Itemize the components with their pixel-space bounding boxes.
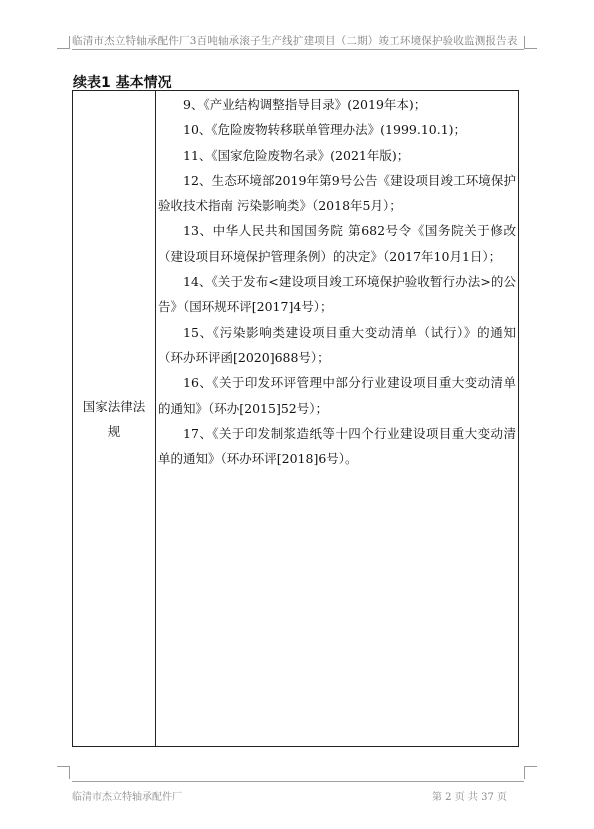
regulation-item: 14、《关于发布<建设项目竣工环境保护验收暂行办法>的公告》（国环规环评[2017]4号）； <box>158 274 516 315</box>
row-label: 国家法律法规 <box>82 398 146 439</box>
page-number: 第 2 页 共 37 页 <box>432 792 507 803</box>
corner-mark-bottom-right <box>524 766 537 779</box>
regulation-item: 13、中华人民共和国国务院 第682号令《国务院关于修改（建设项目环境保护管理条例）的决定》（2017年10月1日）； <box>158 223 516 264</box>
regulation-item: 17、《关于印发制浆造纸等十四个行业建设项目重大变动清单的通知》（环办环评[2018]6号）。 <box>158 425 516 467</box>
section-title: 续表1 基本情况 <box>73 75 172 91</box>
footer-divider <box>72 781 524 782</box>
regulation-item: 11、《国家危险废物名录》(2021年版)； <box>183 147 410 163</box>
header-divider <box>72 49 524 50</box>
row-label-cell <box>73 91 155 746</box>
corner-mark-bottom-left <box>57 766 70 779</box>
footer-company: 临清市杰立特轴承配件厂 <box>72 792 182 803</box>
regulation-item: 10、《危险废物转移联单管理办法》(1999.10.1)； <box>183 122 467 138</box>
basic-info-table <box>72 90 519 747</box>
corner-mark-top-right <box>524 36 537 49</box>
regulation-item: 16、《关于印发环评管理中部分行业建设项目重大变动清单的通知》（环办[2015]52号）； <box>158 375 516 416</box>
regulation-item: 9、《产业结构调整指导目录》(2019年本)； <box>183 97 427 112</box>
regulation-item: 15、《污染影响类建设项目重大变动清单（试行）》的通知（环办环评函[2020]688号）； <box>158 324 516 365</box>
regulation-item: 12、生态环境部2019年第9号公告《建设项目竣工环境保护验收技术指南 污染影响类》（2018年5月）； <box>158 172 516 214</box>
column-divider <box>155 91 156 746</box>
corner-mark-top-left <box>57 36 70 49</box>
page-header: 临清市杰立特轴承配件厂3百吨轴承滚子生产线扩建项目（二期）竣工环境保护验收监测报告表 <box>72 35 518 47</box>
regulations-list <box>158 92 516 471</box>
